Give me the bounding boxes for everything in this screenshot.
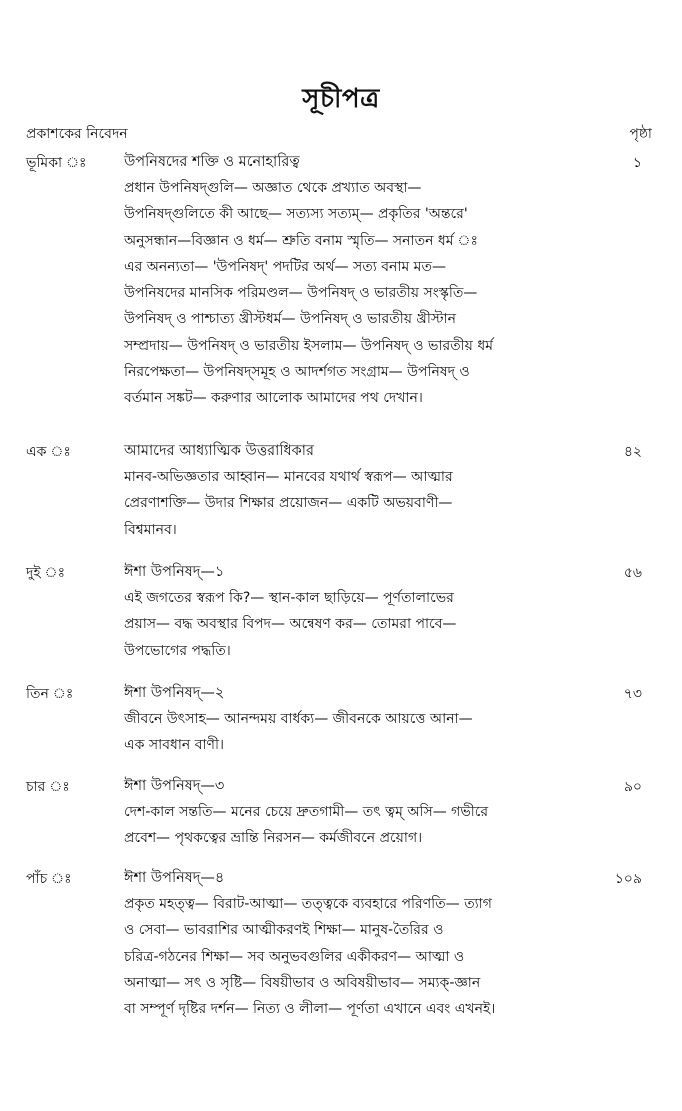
description-line: জীবনে উৎসাহ— আনন্দময় বার্ধক্য— জীবনকে আয়ত্তে আনা— xyxy=(124,711,473,727)
description-line: এই জগতের স্বরূপ কি?— স্থান-কাল ছাড়িয়ে— পূর্ণতালাভের xyxy=(124,590,454,606)
entry-label: পাঁচ ঃ xyxy=(26,871,72,887)
entry-page-number: ৭৩ xyxy=(623,686,642,702)
entry-page-number: ৪২ xyxy=(623,444,642,460)
entry-heading: ঈশা উপনিষদ্—৪ xyxy=(124,870,225,886)
entry-description xyxy=(124,175,646,412)
description-line: অনুসন্ধান—বিজ্ঞান ও ধর্ম— শ্রুতি বনাম স্মৃতি— সনাতন ধর্ম ঃ xyxy=(124,232,478,249)
entry-heading: ঈশা উপনিষদ্—৩ xyxy=(124,778,225,794)
description-line: উপনিষদ্গুলিতে কী আছে— সত্যস্য সত্যম্— প্রকৃতির 'অন্তরে' xyxy=(124,206,468,223)
description-line: উপভোগের পদ্ধতি। xyxy=(124,642,231,659)
description-line: এর অনন্যতা— 'উপনিষদ্' পদটির অর্থ— সত্য বনাম মত— xyxy=(124,258,446,275)
description-line: এক সাবধান বাণী। xyxy=(124,737,225,754)
entry-label: তিন ঃ xyxy=(26,686,74,702)
description-line: ও সেবা— ভাবরাশির আত্মীকরণই শিক্ষা— মানুষ-তৈরির ও xyxy=(124,922,444,939)
description-line: অনাত্মা— সৎ ও সৃষ্টি— বিষয়ীভাব ও অবিষয়ীভাব— সম্যক্-জ্ঞান xyxy=(124,974,481,991)
entry-description xyxy=(124,706,646,759)
page-title: সূচীপত্র xyxy=(302,84,380,114)
description-line: উপনিষদ্ ও পাশ্চাত্য খ্রীস্টধর্ম— উপনিষদ্ ও ভারতীয় খ্রীস্টান xyxy=(124,311,456,328)
description-line: চরিত্র-গঠনের শিক্ষা— সব অনুভবগুলির একীকরণ— আত্মা ও xyxy=(124,948,465,965)
description-line: উপনিষদের মানসিক পরিমণ্ডল— উপনিষদ্ ও ভারতীয় সংস্কৃতি— xyxy=(124,285,478,302)
entry-page-number: ৯০ xyxy=(623,779,642,795)
description-line: সম্প্রদায়— উপনিষদ্ ও ভারতীয় ইসলাম— উপনিষদ্ ও ভারতীয় ধর্ম xyxy=(124,337,493,354)
description-line: দেশ-কাল সন্ততি— মনের চেয়ে দ্রুতগামী— তৎ ত্বম্ অসি— গভীরে xyxy=(124,804,489,820)
entry-description xyxy=(124,891,646,1022)
publisher-note-label: প্রকাশকের নিবেদন xyxy=(26,126,128,142)
contents-header xyxy=(26,122,652,142)
description-line: বিশ্বমানব। xyxy=(124,521,177,538)
entry-page-number: ৫৬ xyxy=(623,565,642,581)
entry-description xyxy=(124,464,646,543)
entry-page-number: ১০৯ xyxy=(614,871,642,887)
description-line: বর্তমান সঙ্কট— করুণার আলোক আমাদের পথ দেখান। xyxy=(124,390,423,407)
description-line: প্রয়াস— বদ্ধ অবস্থার বিপদ— অন্বেষণ কর— তোমরা পাবে— xyxy=(124,616,457,633)
entry-description xyxy=(124,585,646,664)
description-line: বা সম্পূর্ণ দৃষ্টির দর্শন— নিত্য ও লীলা— পূর্ণতা এখানে এবং এখনই। xyxy=(124,1001,496,1018)
description-line: প্রেরণাশক্তি— উদার শিক্ষার প্রয়োজন— একটি অভয়বাণী— xyxy=(124,495,453,512)
entry-label: দুই ঃ xyxy=(26,565,66,581)
entry-label: ভূমিকা ঃ xyxy=(26,155,87,171)
entry-heading: ঈশা উপনিষদ্—১ xyxy=(124,564,225,580)
description-line: প্রধান উপনিষদ্গুলি— অজ্ঞাত থেকে প্রখ্যাত অবস্থা— xyxy=(124,180,422,196)
page-column-label: পৃষ্ঠা xyxy=(629,126,652,142)
entry-page-number: ১ xyxy=(632,155,642,171)
entry-heading: ঈশা উপনিষদ্—২ xyxy=(124,685,225,701)
description-line: নিরপেক্ষতা— উপনিষদ্সমূহ ও আদর্শগত সংগ্রাম— উপনিষদ্ ও xyxy=(124,364,470,381)
entry-heading: আমাদের আধ্যাত্মিক উত্তরাধিকার xyxy=(124,443,314,459)
entry-heading: উপনিষদের শক্তি ও মনোহারিত্ব xyxy=(124,154,300,170)
entry-label: এক ঃ xyxy=(26,444,71,460)
description-line: মানব-অভিজ্ঞতার আহ্বান— মানবের যথার্থ স্বরূপ— আত্মার xyxy=(124,469,453,485)
entry-label: চার ঃ xyxy=(26,779,70,795)
description-line: প্রকৃত মহত্ত্ব— বিরাট-আত্মা— তত্ত্বকে ব্যবহারে পরিণতি— ত্যাগ xyxy=(124,896,492,912)
description-line: প্রবেশ— পৃথকত্বের ভ্রান্তি নিরসন— কর্মজীবনে প্রয়োগ। xyxy=(124,830,423,847)
entry-description xyxy=(124,799,646,852)
